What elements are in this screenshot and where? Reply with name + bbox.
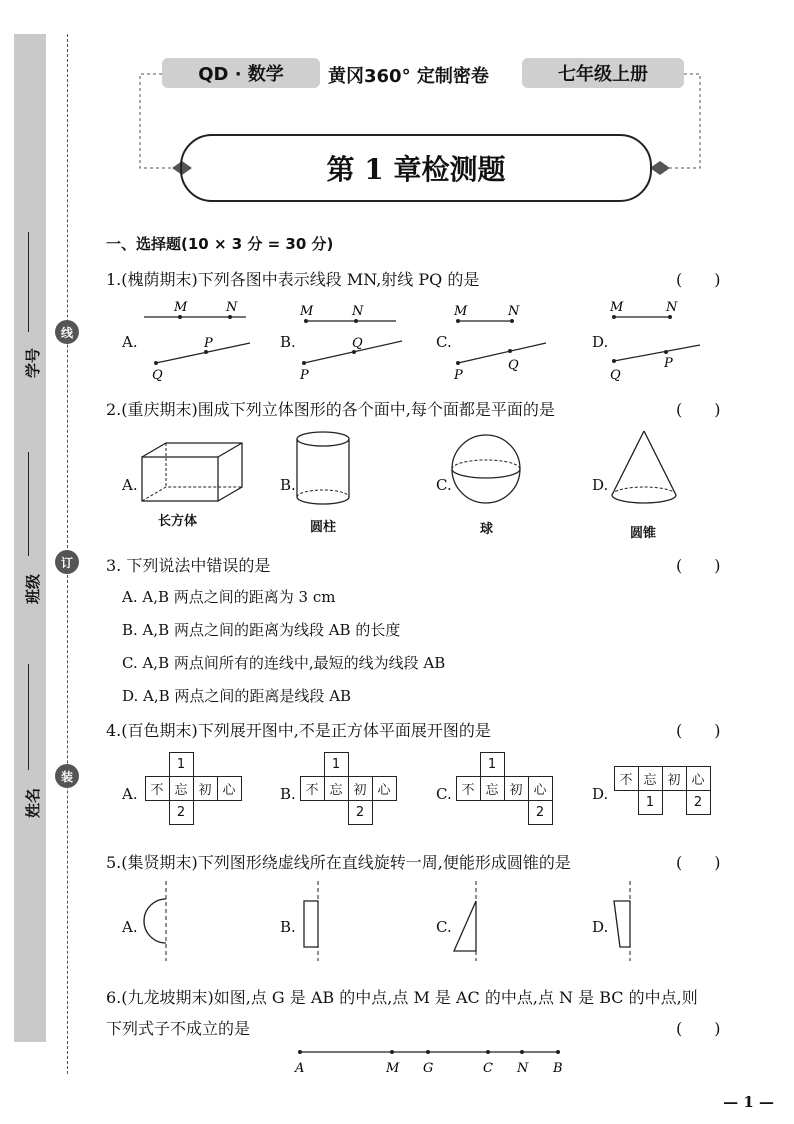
subject-pill: QD · 数学 (162, 58, 320, 88)
student-no-label: 学号 (24, 347, 42, 378)
q4-text: 4.(百色期末)下列展开图中,不是正方体平面展开图的是 (106, 721, 491, 740)
q4-answer-paren: ( ) (676, 721, 721, 740)
q3-text: 3. 下列说法中错误的是 (106, 556, 271, 575)
q2-option-a: A. (122, 476, 138, 494)
class-line (28, 452, 29, 556)
q2-option-c: C. (436, 476, 452, 494)
q2-solids (100, 425, 720, 515)
series-name: 黄冈360° 定制密卷 (328, 66, 489, 87)
q3-option-c: C. A,B 两点间所有的连线中,最短的线为线段 AB (122, 654, 446, 672)
q1b-point-m: M (300, 304, 314, 319)
page-title: 第 1 章检测题 (180, 134, 652, 202)
q6-point-c: C (483, 1061, 493, 1076)
q5-text: 5.(集贤期末)下列图形绕虚线所在直线旋转一周,便能形成圆锥的是 (106, 853, 571, 872)
q1-answer-paren: ( ) (676, 270, 721, 289)
q4-option-b: B. (280, 785, 296, 803)
q1d-point-q: Q (610, 368, 621, 383)
q5-option-a: A. (122, 918, 138, 936)
q1b-point-n: N (352, 304, 364, 319)
q1-option-c: C. (436, 333, 452, 351)
q4-option-a: A. (122, 785, 138, 803)
q1c-point-p: P (454, 368, 463, 383)
q1-option-b: B. (280, 333, 296, 351)
q2-answer-paren: ( ) (676, 400, 721, 419)
q5-option-c: C. (436, 918, 452, 936)
q1b-point-p: P (300, 368, 309, 383)
q6-point-n: N (517, 1061, 529, 1076)
q1a-point-m: M (174, 300, 188, 315)
q6-answer-paren: ( ) (676, 1019, 721, 1038)
q1-option-a: A. (122, 333, 138, 351)
q3-option-a: A. A,B 两点之间的距离为 3 cm (122, 588, 336, 606)
q1a-point-q: Q (152, 368, 163, 383)
mark-ding: 订 (55, 550, 79, 574)
caption-cuboid: 长方体 (158, 514, 198, 529)
q5-figures (100, 875, 720, 965)
name-label: 姓名 (24, 787, 42, 818)
name-line (28, 664, 29, 770)
q1b-point-q: Q (352, 336, 363, 351)
caption-sphere: 球 (480, 522, 494, 537)
q1d-point-m: M (610, 300, 624, 315)
grade-pill: 七年级上册 (522, 58, 684, 88)
q4-net-d: 不 忘 初 心 1 2 (614, 766, 710, 814)
caption-cylinder: 圆柱 (310, 520, 337, 535)
page-number: — 1 — (723, 1093, 774, 1111)
q2-option-b: B. (280, 476, 296, 494)
q6-point-a: A (295, 1061, 305, 1076)
class-label: 班级 (24, 573, 42, 604)
section-heading: 一、选择题(10 × 3 分 = 30 分) (106, 235, 334, 253)
q6-point-b: B (553, 1061, 563, 1076)
q2-option-d: D. (592, 476, 609, 494)
q1d-point-p: P (664, 356, 673, 371)
q1-figures (100, 295, 720, 385)
q4-net-c: 1 不 忘 初 心 2 (456, 752, 552, 824)
q4-option-d: D. (592, 785, 609, 803)
q4-net-a: 1 不 忘 初 心 2 (145, 752, 241, 824)
mark-xian: 线 (55, 320, 79, 344)
q1d-point-n: N (666, 300, 678, 315)
q5-option-d: D. (592, 918, 609, 936)
q6-point-g: G (423, 1061, 434, 1076)
q5-option-b: B. (280, 918, 296, 936)
q1-text: 1.(槐荫期末)下列各图中表示线段 MN,射线 PQ 的是 (106, 270, 480, 289)
mark-zhuang: 装 (55, 764, 79, 788)
caption-cone: 圆锥 (630, 526, 657, 541)
q6-text-line1: 6.(九龙坡期末)如图,点 G 是 AB 的中点,点 M 是 AC 的中点,点 N 是 BC 的中点,则 (106, 988, 698, 1007)
q3-answer-paren: ( ) (676, 556, 721, 575)
q5-answer-paren: ( ) (676, 853, 721, 872)
q4-net-b: 1 不 忘 初 心 2 (300, 752, 396, 824)
q6-point-m: M (386, 1061, 400, 1076)
q1c-point-m: M (454, 304, 468, 319)
q3-option-d: D. A,B 两点之间的距离是线段 AB (122, 687, 352, 705)
q2-text: 2.(重庆期末)围成下列立体图形的各个面中,每个面都是平面的是 (106, 400, 555, 419)
q1a-point-p: P (204, 336, 213, 351)
student-no-line (28, 232, 29, 332)
q1a-point-n: N (226, 300, 238, 315)
q4-option-c: C. (436, 785, 452, 803)
q1-option-d: D. (592, 333, 609, 351)
q6-segment-figure (280, 1042, 580, 1078)
q3-option-b: B. A,B 两点之间的距离为线段 AB 的长度 (122, 621, 401, 639)
q1c-point-n: N (508, 304, 520, 319)
q6-text-line2: 下列式子不成立的是 (106, 1019, 251, 1038)
q1c-point-q: Q (508, 358, 519, 373)
